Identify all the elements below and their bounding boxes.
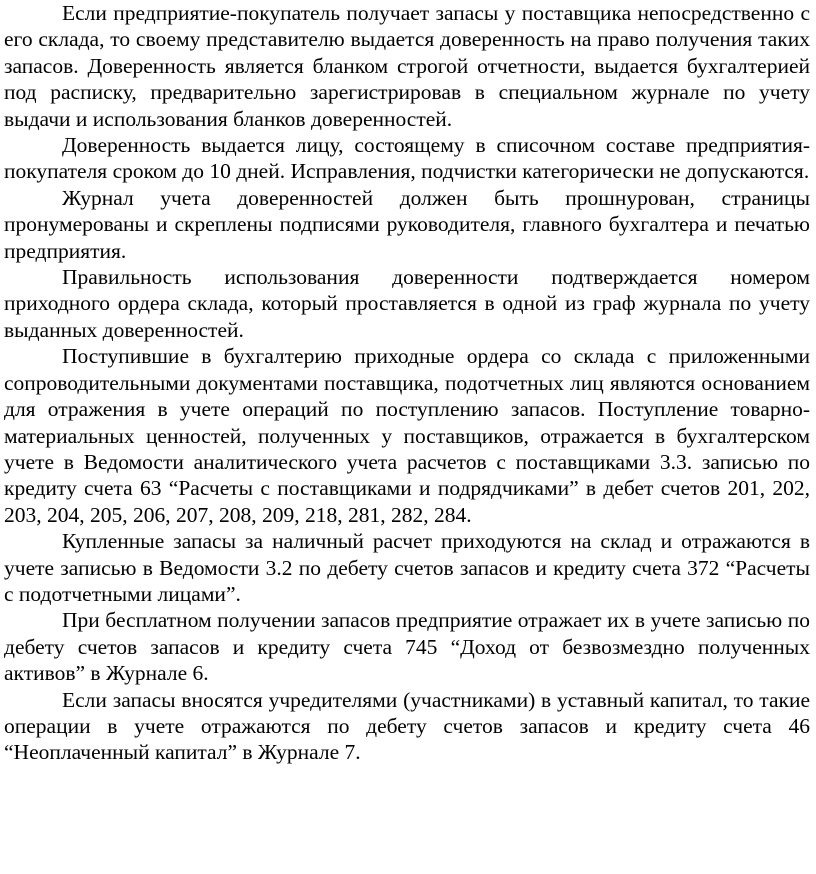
paragraph-journal-requirements: Журнал учета доверенностей должен быть прошнурован, страницы пронумерованы и скреплены подписями руководителя, главного бухгалтера и печатью предприятия. (4, 185, 810, 263)
paragraph-usage-confirmation: Правильность использования доверенности подтверждается номером приходного ордера склада, который проставляется в одной из граф журнала по учету выданных доверенностей. (4, 265, 810, 342)
paragraph-receipt-orders: Поступившие в бухгалтерию приходные ордера со склада с приложенными сопроводительными документами поставщика, подотчетных лиц являются основанием для отражения в учете операций по поступлению запасов. Поступление товарно-материальных ценностей, полученных у поставщиков, отражается в бухгалтерском учете в Ведомости аналитического учета расчетов с поставщиками 3.3. записью по кредиту счета 63 “Расчеты с поставщиками и подрядчиками” в дебет счетов 201, 202, 203, 204, 205, 206, 207, 208, 209, 218, 281, 282, 284. (4, 344, 810, 527)
paragraph-founder-contributions: Если запасы вносятся учредителями (участниками) в уставный капитал, то такие операции в учете отражаются по дебету счетов запасов и кредиту счета 46 “Неоплаченный капитал” в Журнале 7. (4, 687, 810, 765)
paragraph-power-of-attorney-issue: Если предприятие-покупатель получает запасы у поставщика непосредственно с его склада, то своему представителю выдается доверенность на право получения таких запасов. Доверенность является бланком строгой отчетности, выдается бухгалтерией под расписку, предварительно зарегистрировав в специальном журнале по учету выдачи и использования бланков доверенностей. (4, 1, 810, 131)
paragraph-free-receipt: При бесплатном получении запасов предприятие отражает их в учете записью по дебету счетов запасов и кредиту счета 745 “Доход от безвозмездно полученных активов” в Журнале 6. (4, 608, 810, 686)
paragraph-power-of-attorney-term: Доверенность выдается лицу, состоящему в списочном составе предприятия-покупателя сроком до 10 дней. Исправления, подчистки категорически не допускаются. (4, 133, 810, 184)
paragraph-cash-purchases: Купленные запасы за наличный расчет приходуются на склад и отражаются в учете записью в Ведомости 3.2 по дебету счетов запасов и кредиту счета 372 “Расчеты с подотчетными лицами”. (4, 529, 810, 606)
